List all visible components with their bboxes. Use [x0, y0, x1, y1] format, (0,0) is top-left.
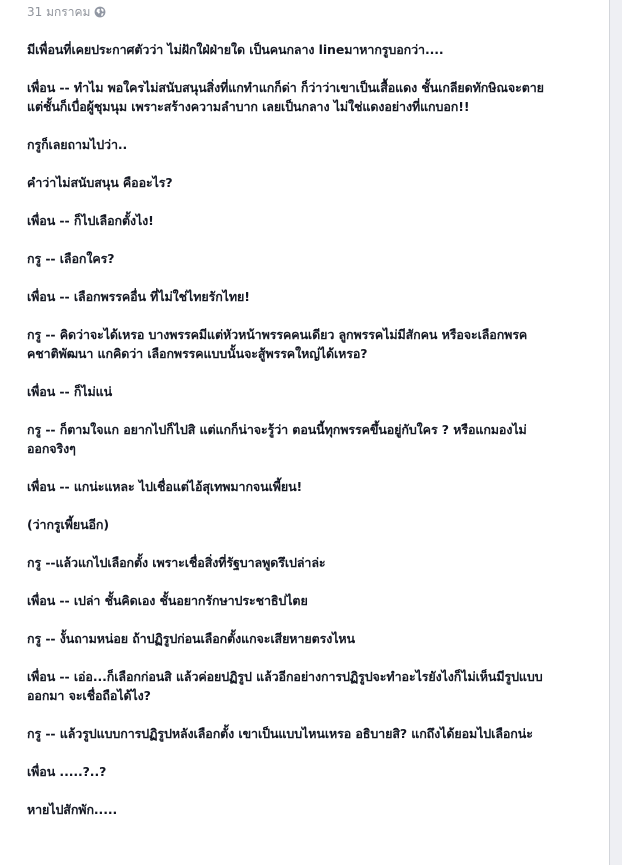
paragraph-gap: [27, 572, 602, 591]
paragraph-gap: [27, 306, 602, 325]
globe-icon[interactable]: [94, 6, 106, 18]
paragraph-gap: [27, 363, 602, 382]
post-text-line: กรู --แล้วแกไปเลือกตั้ง เพราะเชื่อสิ่งที่รัฐบาลพูดรึเปล่าล่ะ: [27, 555, 326, 570]
post-paragraph: [27, 287, 602, 306]
post-paragraph: [27, 325, 602, 363]
post-paragraph: [27, 477, 602, 496]
post-paragraph: [27, 249, 602, 268]
paragraph-gap: [27, 743, 602, 762]
post-paragraph: [27, 515, 602, 534]
post-text-line: เพื่อน -- เลือกพรรคอื่น ที่ไม่ใช่ไทยรักไทย!: [27, 289, 250, 304]
post-paragraph: [27, 382, 602, 401]
post-text-line: เพื่อน -- ก็ไปเลือกตั้งไง!: [27, 213, 154, 228]
post-paragraph: [27, 40, 602, 59]
post-text-line: หายไปสักพัก.....: [27, 802, 118, 817]
post-text-line: กรู -- งั้นถามหน่อย ถ้าปฏิรูปก่อนเลือกตั้งแกจะเสียหายตรงไหน: [27, 631, 355, 646]
post-text-line: กรู -- แล้วรูปแบบการปฏิรูปหลังเลือกตั้ง เขาเป็นแบบไหนเหรอ อธิบายสิ? แกถึงได้ยอมไปเลือกน่ะ: [27, 726, 533, 741]
post-text-line: ออกจริงๆ: [27, 441, 76, 456]
post-paragraph: [27, 762, 602, 781]
post-date[interactable]: 31 มกราคม: [27, 4, 91, 19]
paragraph-gap: [27, 268, 602, 287]
post-text-line: (ว่ากรูเพี้ยนอีก): [27, 517, 110, 532]
paragraph-gap: [27, 230, 602, 249]
post-paragraph: [27, 420, 602, 458]
paragraph-gap: [27, 192, 602, 211]
post-text-line: มีเพื่อนที่เคยประกาศตัวว่า ไม่ฝักใฝ่ฝ่ายใด เป็นคนกลาง lineมาหากรูบอกว่า....: [27, 42, 444, 57]
paragraph-gap: [27, 534, 602, 553]
post-paragraph: [27, 629, 602, 648]
post-text-line: กรูก็เลยถามไปว่า..: [27, 137, 128, 152]
paragraph-gap: [27, 781, 602, 800]
paragraph-gap: [27, 458, 602, 477]
post-text-line: กรู -- คิดว่าจะได้เหรอ บางพรรคมีแต่หัวหน้าพรรคคนเดียว ลูกพรรคไม่มีสักคน หรือจะเลือกพรค: [27, 327, 528, 342]
post-text-line: เพื่อน .....?..?: [27, 764, 107, 779]
post-paragraph: [27, 667, 602, 705]
paragraph-gap: [27, 116, 602, 135]
paragraph-gap: [27, 648, 602, 667]
paragraph-gap: [27, 705, 602, 724]
post-paragraph: [27, 591, 602, 610]
post-text-line: กรู -- ก็ตามใจแก อยากไปก็ไปสิ แต่แกก็น่าจะรู้ว่า ตอนนี้ทุกพรรคขึ้นอยู่กับใคร ? หรือแกมองไม่: [27, 422, 527, 437]
paragraph-gap: [27, 401, 602, 420]
post-paragraph: [27, 800, 602, 819]
post-text-line: คชาติพัฒนา แกคิดว่า เลือกพรรคแบบนั้นจะสู้พรรคใหญ่ได้เหรอ?: [27, 346, 368, 361]
post-text-line: เพื่อน -- แกน่ะแหละ ไปเชื่อแต่ไอ้สุเทพมากจนเพี้ยน!: [27, 479, 303, 494]
post-paragraph: [27, 173, 602, 192]
post-paragraph: [27, 724, 602, 743]
post-text-line: กรู -- เลือกใคร?: [27, 251, 115, 266]
post-text-line: เพื่อน -- ทำไม พอใครไม่สนับสนุนสิ่งที่แกทำแกก็ด่า ก็ว่าว่าเขาเป็นเสื้อแดง ชั้นเกลียดทักษิณจะตาย: [27, 80, 544, 95]
post-paragraph: [27, 78, 602, 116]
post-paragraph: [27, 135, 602, 154]
post-text-line: แต่ชั้นก็เบื่อผู้ชุมนุม เพราะสร้างความลำบาก เลยเป็นกลาง ไม่ใช่แดงอย่างที่แกบอก!!: [27, 99, 470, 114]
post-body: [27, 40, 602, 819]
post-text-line: เพื่อน -- เอ่อ...ก็เลือกก่อนสิ แล้วค่อยปฏิรูป แล้วอีกอย่างการปฏิรูปจะทำอะไรยังไงก็ไม่เห็นมีรูปแบบ: [27, 669, 543, 684]
post-paragraph: [27, 553, 602, 572]
post-text-line: ออกมา จะเชื่อถือได้ไง?: [27, 688, 151, 703]
paragraph-gap: [27, 154, 602, 173]
post-text-line: เพื่อน -- เปล่า ชั้นคิดเอง ชั้นอยากรักษาประชาธิปไตย: [27, 593, 308, 608]
post-text-line: เพื่อน -- ก็ไม่แน่: [27, 384, 113, 399]
paragraph-gap: [27, 610, 602, 629]
post-text-line: คำว่าไม่สนับสนุน คืออะไร?: [27, 175, 173, 190]
paragraph-gap: [27, 496, 602, 515]
paragraph-gap: [27, 59, 602, 78]
post-paragraph: [27, 211, 602, 230]
post-meta: [27, 3, 106, 21]
